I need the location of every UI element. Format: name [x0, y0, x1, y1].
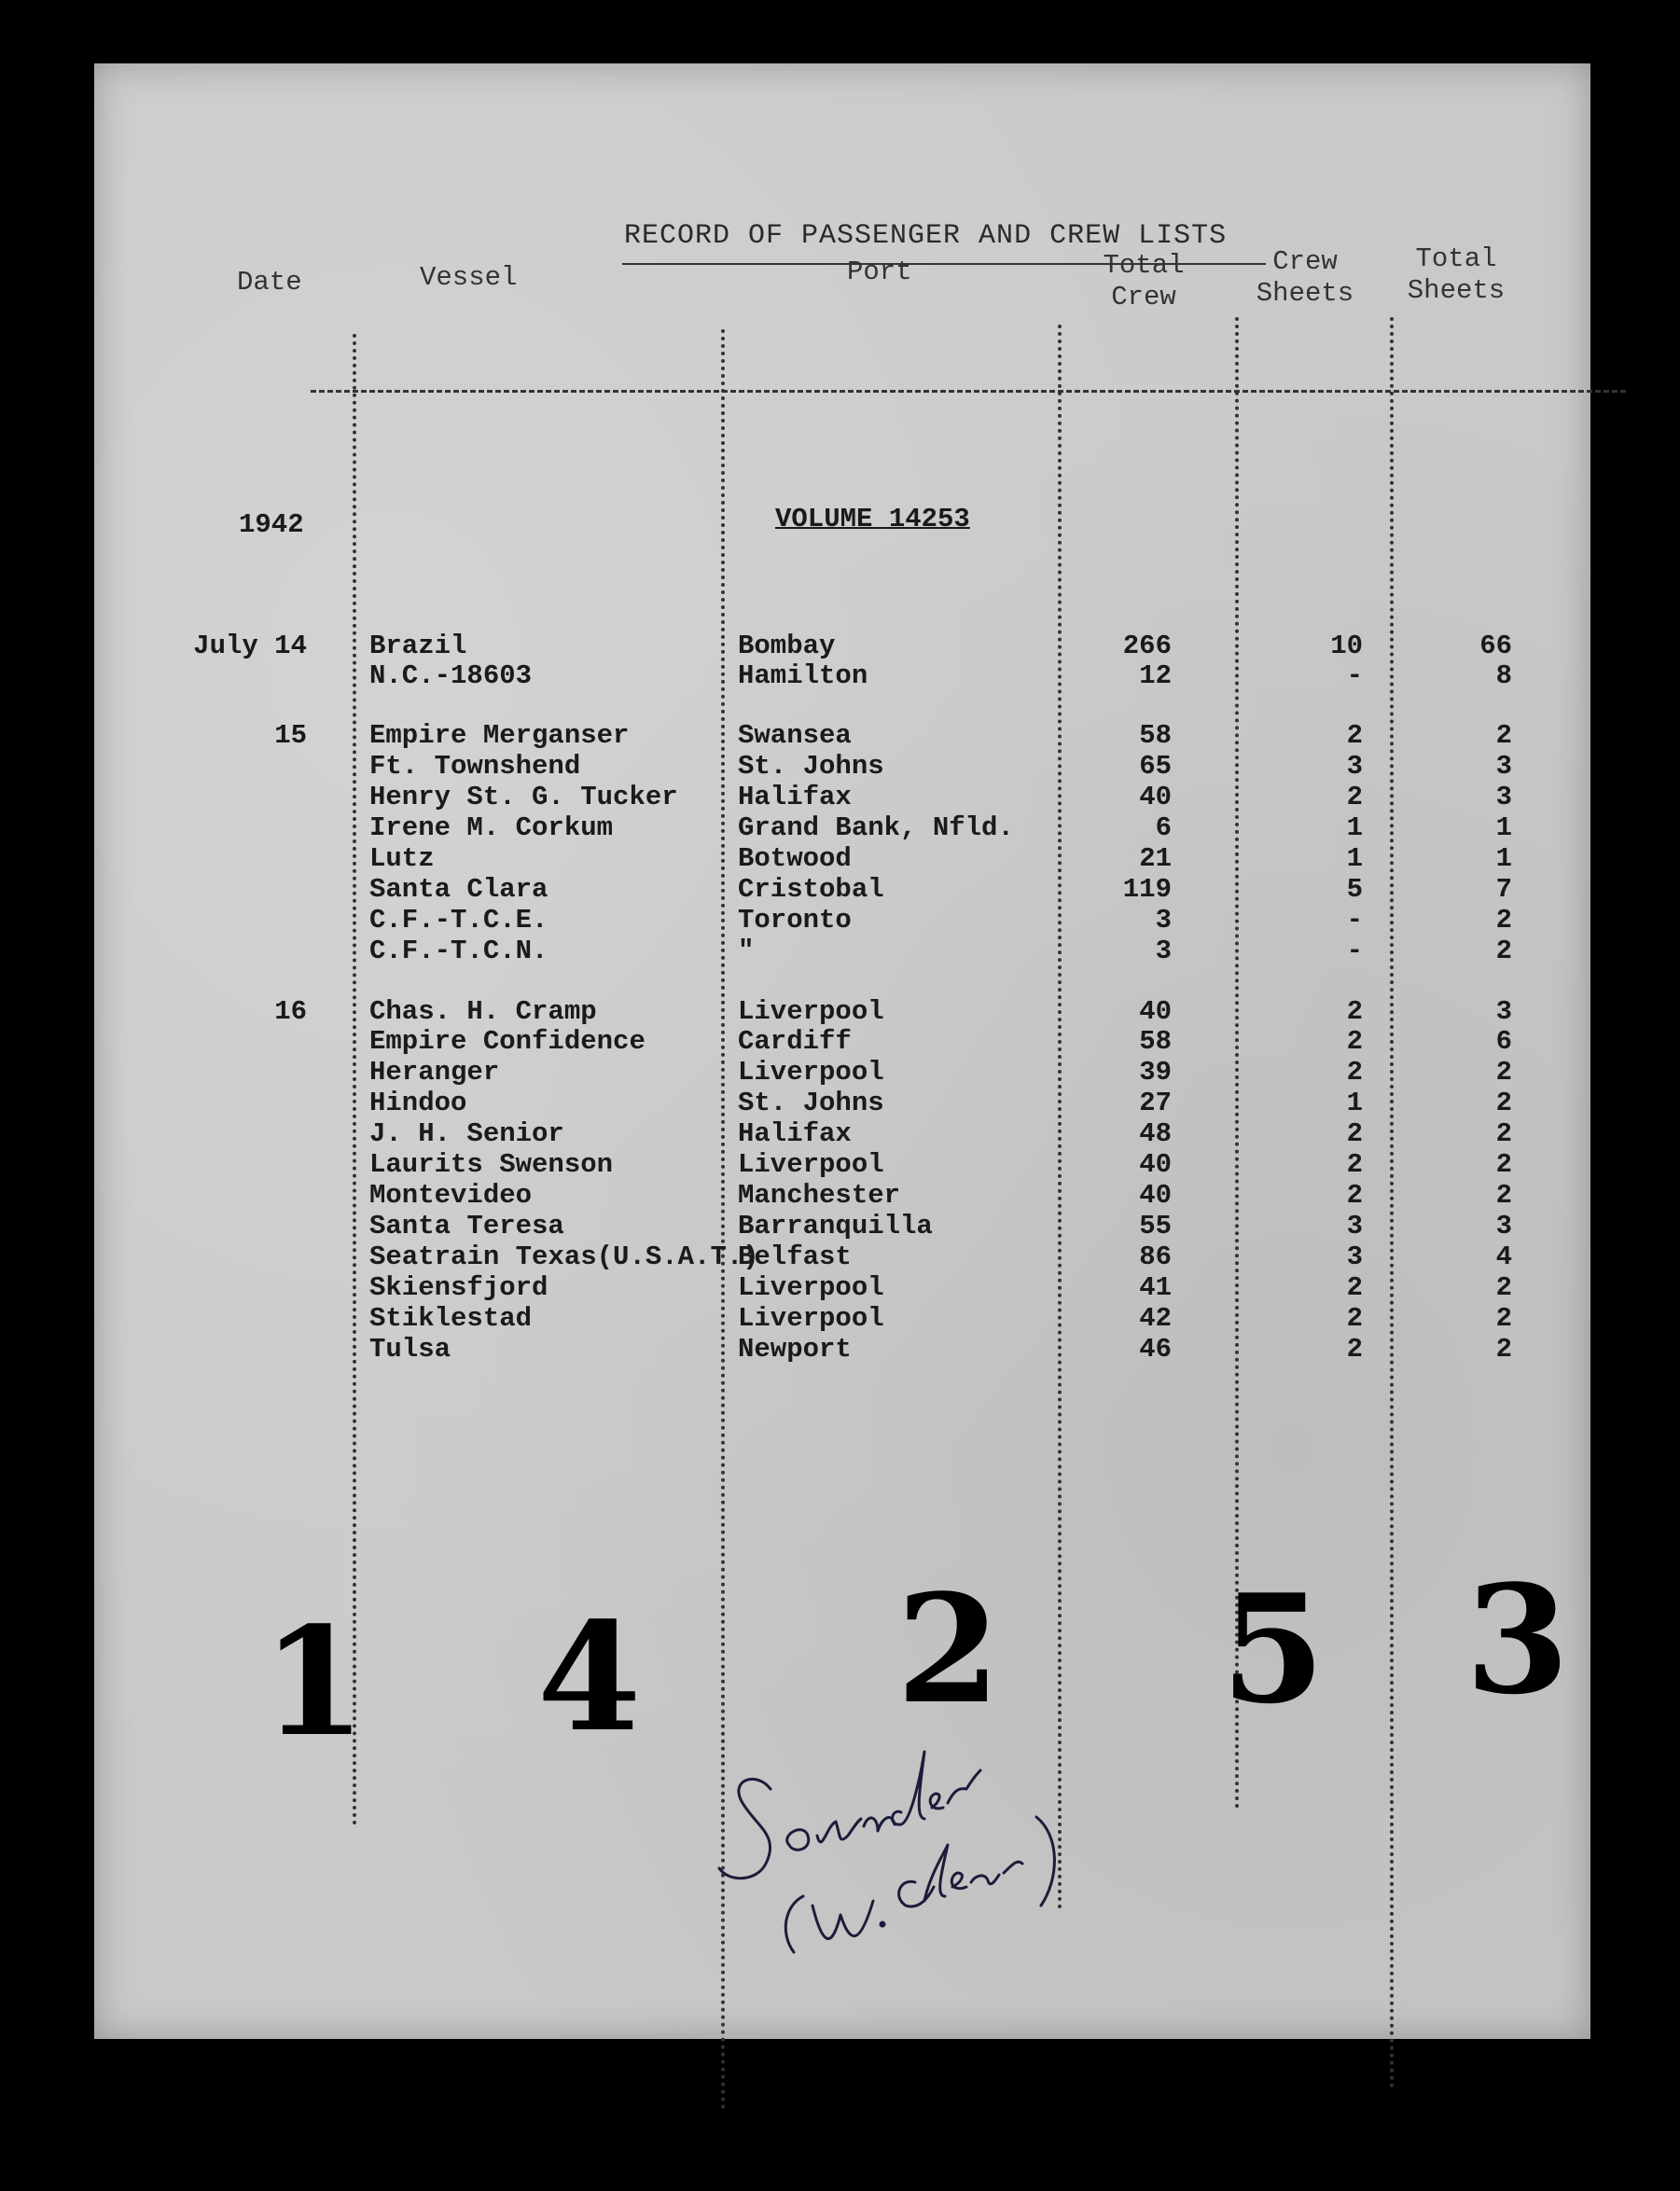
cell-crew-sheets: 2	[1346, 782, 1363, 812]
cell-total-crew: 21	[1139, 843, 1172, 874]
cell-total-sheets: 2	[1495, 1118, 1512, 1149]
cell-total-sheets: 2	[1495, 1334, 1512, 1365]
document-title: RECORD OF PASSENGER AND CREW LISTS	[624, 220, 1228, 252]
cell-total-crew: 42	[1139, 1303, 1172, 1334]
header-date: Date	[237, 267, 302, 298]
stamped-digit: 5	[1221, 1561, 1326, 1737]
cell-port: Halifax	[738, 782, 852, 812]
cell-vessel: C.F.-T.C.E.	[369, 905, 548, 936]
cell-vessel: Irene M. Corkum	[369, 812, 614, 843]
header-crew-sheets-line2: Sheets	[1256, 278, 1354, 309]
cell-crew-sheets: 2	[1346, 1149, 1363, 1180]
stamped-digit: 2	[896, 1561, 1001, 1737]
cell-port: Liverpool	[738, 996, 884, 1027]
cell-port: Hamilton	[738, 660, 868, 691]
cell-date: 15	[274, 720, 307, 751]
cell-total-sheets: 3	[1495, 1211, 1512, 1241]
volume-label: VOLUME 14253	[775, 504, 970, 534]
cell-vessel: Empire Confidence	[369, 1026, 646, 1057]
cell-port: Belfast	[738, 1241, 852, 1272]
cell-crew-sheets: -	[1346, 660, 1363, 691]
cell-port: St. Johns	[738, 751, 884, 782]
stamped-digit: 4	[537, 1589, 642, 1765]
cell-total-sheets: 66	[1479, 631, 1512, 661]
cell-total-crew: 58	[1139, 720, 1172, 751]
cell-total-crew: 3	[1155, 936, 1172, 966]
header-crew-sheets	[1240, 246, 1370, 310]
cell-port: Cardiff	[738, 1026, 852, 1057]
cell-total-sheets: 2	[1495, 720, 1512, 751]
column-separator-total-sheets	[1390, 317, 1394, 2089]
cell-total-sheets: 3	[1495, 751, 1512, 782]
cell-crew-sheets: 1	[1346, 843, 1363, 874]
cell-total-sheets: 6	[1495, 1026, 1512, 1057]
cell-vessel: Henry St. G. Tucker	[369, 782, 678, 812]
cell-vessel: Heranger	[369, 1057, 500, 1088]
cell-port: Liverpool	[738, 1272, 884, 1303]
cell-total-sheets: 2	[1495, 936, 1512, 966]
cell-port: Swansea	[738, 720, 852, 751]
cell-total-crew: 65	[1139, 751, 1172, 782]
cell-crew-sheets: 10	[1330, 631, 1363, 661]
handwritten-signature	[691, 1714, 1130, 2004]
cell-crew-sheets: 2	[1346, 1303, 1363, 1334]
cell-total-crew: 40	[1139, 996, 1172, 1027]
cell-total-sheets: 2	[1495, 1180, 1512, 1211]
cell-total-crew: 48	[1139, 1118, 1172, 1149]
document-sheet	[94, 63, 1590, 2039]
cell-total-sheets: 2	[1495, 1303, 1512, 1334]
column-separator-total-crew	[1058, 325, 1062, 1910]
header-total-sheets	[1391, 243, 1521, 307]
cell-total-crew: 40	[1139, 1180, 1172, 1211]
year-label: 1942	[239, 509, 304, 540]
cell-crew-sheets: 2	[1346, 720, 1363, 751]
cell-total-sheets: 2	[1495, 905, 1512, 936]
stamped-digit: 1	[262, 1594, 367, 1769]
cell-vessel: Santa Clara	[369, 874, 548, 905]
cell-total-sheets: 1	[1495, 812, 1512, 843]
cell-total-crew: 40	[1139, 782, 1172, 812]
cell-port: Manchester	[738, 1180, 901, 1211]
cell-vessel: Montevideo	[369, 1180, 533, 1211]
cell-total-sheets: 8	[1495, 660, 1512, 691]
cell-total-sheets: 2	[1495, 1057, 1512, 1088]
header-total-crew-line2: Crew	[1111, 282, 1176, 312]
cell-crew-sheets: 3	[1346, 1211, 1363, 1241]
cell-port: Liverpool	[738, 1149, 884, 1180]
cell-total-sheets: 4	[1495, 1241, 1512, 1272]
cell-crew-sheets: 2	[1346, 1118, 1363, 1149]
cell-total-sheets: 1	[1495, 843, 1512, 874]
cell-port: Liverpool	[738, 1303, 884, 1334]
stamped-digit: 3	[1465, 1552, 1570, 1727]
cell-total-sheets: 3	[1495, 782, 1512, 812]
header-port: Port	[847, 257, 912, 287]
header-rule	[311, 390, 1626, 393]
cell-vessel: J. H. Senior	[369, 1118, 564, 1149]
cell-port: Grand Bank, Nfld.	[738, 812, 1014, 843]
cell-crew-sheets: 2	[1346, 996, 1363, 1027]
header-vessel: Vessel	[420, 262, 518, 293]
cell-port: Bombay	[738, 631, 836, 661]
cell-vessel: N.C.-18603	[369, 660, 533, 691]
cell-total-sheets: 2	[1495, 1149, 1512, 1180]
cell-total-crew: 41	[1139, 1272, 1172, 1303]
cell-total-crew: 86	[1139, 1241, 1172, 1272]
cell-total-crew: 6	[1155, 812, 1172, 843]
cell-crew-sheets: 2	[1346, 1180, 1363, 1211]
header-total-sheets-line1: Total	[1415, 243, 1497, 274]
cell-total-crew: 39	[1139, 1057, 1172, 1088]
header-crew-sheets-line1: Crew	[1272, 246, 1338, 277]
cell-crew-sheets: 2	[1346, 1057, 1363, 1088]
cell-total-sheets: 7	[1495, 874, 1512, 905]
cell-crew-sheets: 3	[1346, 751, 1363, 782]
cell-port: Newport	[738, 1334, 852, 1365]
cell-port: Liverpool	[738, 1057, 884, 1088]
cell-vessel: Brazil	[369, 631, 467, 661]
cell-vessel: Chas. H. Cramp	[369, 996, 597, 1027]
cell-vessel: Hindoo	[369, 1088, 467, 1118]
cell-vessel: Tulsa	[369, 1334, 451, 1365]
cell-vessel: Empire Merganser	[369, 720, 630, 751]
cell-port: Barranquilla	[738, 1211, 933, 1241]
cell-total-crew: 40	[1139, 1149, 1172, 1180]
cell-port: "	[738, 936, 755, 966]
cell-crew-sheets: 2	[1346, 1026, 1363, 1057]
cell-date: July 14	[193, 631, 307, 661]
cell-total-crew: 46	[1139, 1334, 1172, 1365]
cell-port: St. Johns	[738, 1088, 884, 1118]
cell-total-crew: 3	[1155, 905, 1172, 936]
cell-total-crew: 58	[1139, 1026, 1172, 1057]
cell-vessel: C.F.-T.C.N.	[369, 936, 548, 966]
cell-total-sheets: 3	[1495, 996, 1512, 1027]
cell-vessel: Skiensfjord	[369, 1272, 548, 1303]
cell-total-crew: 55	[1139, 1211, 1172, 1241]
cell-total-sheets: 2	[1495, 1272, 1512, 1303]
cell-crew-sheets: 5	[1346, 874, 1363, 905]
cell-vessel: Lutz	[369, 843, 435, 874]
cell-crew-sheets: 1	[1346, 812, 1363, 843]
cell-port: Botwood	[738, 843, 852, 874]
cell-total-crew: 27	[1139, 1088, 1172, 1118]
cell-total-crew: 12	[1139, 660, 1172, 691]
cell-port: Toronto	[738, 905, 852, 936]
cell-total-crew: 119	[1122, 874, 1172, 905]
cell-crew-sheets: 3	[1346, 1241, 1363, 1272]
cell-crew-sheets: -	[1346, 905, 1363, 936]
cell-vessel: Ft. Townshend	[369, 751, 581, 782]
cell-vessel: Stiklestad	[369, 1303, 533, 1334]
cell-port: Halifax	[738, 1118, 852, 1149]
cell-date: 16	[274, 996, 307, 1027]
cell-vessel: Seatrain Texas(U.S.A.T.)	[369, 1241, 759, 1272]
cell-vessel: Laurits Swenson	[369, 1149, 614, 1180]
cell-crew-sheets: 1	[1346, 1088, 1363, 1118]
cell-total-crew: 266	[1122, 631, 1172, 661]
cell-total-sheets: 2	[1495, 1088, 1512, 1118]
cell-crew-sheets: 2	[1346, 1272, 1363, 1303]
cell-crew-sheets: 2	[1346, 1334, 1363, 1365]
cell-vessel: Santa Teresa	[369, 1211, 564, 1241]
header-total-crew	[1083, 250, 1204, 313]
cell-port: Cristobal	[738, 874, 884, 905]
header-total-sheets-line2: Sheets	[1407, 275, 1506, 306]
cell-crew-sheets: -	[1346, 936, 1363, 966]
header-total-crew-line1: Total	[1103, 250, 1185, 281]
